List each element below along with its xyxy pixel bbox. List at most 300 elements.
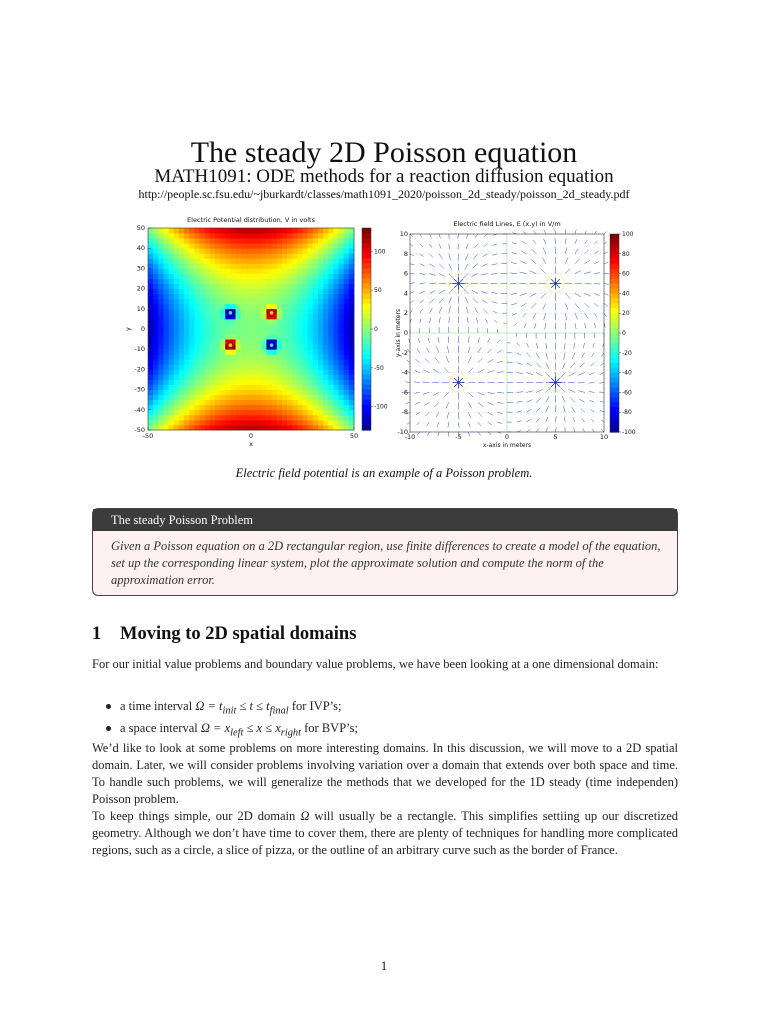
heatmap-cell: [261, 380, 267, 385]
heatmap-cell: [184, 415, 190, 420]
heatmap-cell: [220, 279, 226, 284]
heatmap-cell: [287, 400, 293, 405]
heatmap-cell: [148, 299, 154, 304]
heatmap-cell: [313, 385, 319, 390]
colorbar-segment: [362, 248, 371, 254]
heatmap-cell: [200, 385, 206, 390]
heatmap-cell: [261, 410, 267, 415]
heatmap-cell: [179, 364, 185, 369]
heatmap-cell: [205, 319, 211, 324]
heatmap-cell: [297, 395, 303, 400]
heatmap-cell: [297, 268, 303, 273]
y-tick-label: -30: [134, 385, 145, 394]
heatmap-cell: [282, 410, 288, 415]
heatmap-cell: [266, 294, 272, 299]
heatmap-cell: [251, 289, 257, 294]
heatmap-cell: [308, 309, 314, 314]
heatmap-cell: [251, 395, 257, 400]
heatmap-cell: [272, 324, 278, 329]
colorbar-tick-label: 20: [622, 310, 630, 318]
heatmap-cell: [323, 354, 329, 359]
heatmap-cell: [184, 405, 190, 410]
heatmap-cell: [277, 415, 283, 420]
heatmap-cell: [328, 258, 334, 263]
heatmap-cell: [256, 268, 262, 273]
field-arrow: [555, 229, 556, 234]
heatmap-cell: [205, 425, 211, 430]
heatmap-cell: [169, 400, 175, 405]
page-title: The steady 2D Poisson equation: [190, 136, 578, 169]
heatmap-cell: [282, 405, 288, 410]
heatmap-cell: [169, 279, 175, 284]
heatmap-cell: [230, 304, 236, 309]
heatmap-cell: [292, 324, 298, 329]
heatmap-cell: [251, 359, 257, 364]
heatmap-cell: [210, 339, 216, 344]
heatmap-cell: [184, 289, 190, 294]
heatmap-cell: [282, 253, 288, 258]
heatmap-cell: [313, 395, 319, 400]
heatmap-cell: [303, 253, 309, 258]
heatmap-cell: [225, 263, 231, 268]
heatmap-cell: [292, 425, 298, 430]
heatmap-cell: [272, 273, 278, 278]
colorbar-segment: [362, 273, 371, 279]
heatmap-cell: [179, 420, 185, 425]
heatmap-cell: [169, 319, 175, 324]
heatmap-cell: [344, 354, 350, 359]
heatmap-cell: [230, 369, 236, 374]
heatmap-cell: [323, 344, 329, 349]
heatmap-cell: [328, 314, 334, 319]
heatmap-cell: [328, 374, 334, 379]
heatmap-cell: [230, 329, 236, 334]
heatmap-cell: [333, 374, 339, 379]
heatmap-cell: [210, 405, 216, 410]
heatmap-cell: [153, 284, 159, 289]
heatmap-cell: [261, 349, 267, 354]
heatmap-cell: [323, 248, 329, 253]
heatmap-cell: [153, 299, 159, 304]
heatmap-cell: [236, 420, 242, 425]
bullet-math: ≤ t ≤ t: [236, 699, 270, 713]
heatmap-cell: [256, 263, 262, 268]
heatmap-cell: [323, 349, 329, 354]
heatmap-cell: [313, 425, 319, 430]
heatmap-cell: [179, 233, 185, 238]
heatmap-cell: [169, 364, 175, 369]
heatmap-cell: [282, 263, 288, 268]
heatmap-cell: [313, 374, 319, 379]
heatmap-cell: [158, 380, 164, 385]
heatmap-cell: [215, 228, 221, 233]
heatmap-cell: [344, 243, 350, 248]
heatmap-cell: [261, 304, 267, 309]
heatmap-cell: [205, 289, 211, 294]
heatmap-cell: [225, 400, 231, 405]
field-arrow: [594, 231, 596, 234]
heatmap-cell: [210, 369, 216, 374]
heatmap-cell: [318, 329, 324, 334]
heatmap-cell: [174, 309, 180, 314]
heatmap-cell: [163, 253, 169, 258]
heatmap-cell: [292, 263, 298, 268]
heatmap-cell: [179, 344, 185, 349]
heatmap-cell: [344, 385, 350, 390]
heatmap-cell: [261, 385, 267, 390]
heatmap-cell: [158, 339, 164, 344]
heatmap-cell: [349, 420, 355, 425]
heatmap-cell: [344, 420, 350, 425]
heatmap-cell: [225, 299, 231, 304]
heatmap-cell: [272, 319, 278, 324]
colorbar-segment: [362, 314, 371, 320]
heatmap-cell: [200, 354, 206, 359]
heatmap-cell: [287, 390, 293, 395]
heatmap-cell: [328, 410, 334, 415]
heatmap-cell: [339, 253, 345, 258]
colorbar-segment: [610, 293, 619, 299]
heatmap-cell: [215, 319, 221, 324]
heatmap-cell: [179, 385, 185, 390]
heatmap-cell: [297, 349, 303, 354]
heatmap-cell: [339, 279, 345, 284]
heatmap-cell: [220, 400, 226, 405]
heatmap-cell: [308, 374, 314, 379]
heatmap-cell: [287, 319, 293, 324]
heatmap-cell: [344, 238, 350, 243]
heatmap-cell: [328, 354, 334, 359]
heatmap-cell: [189, 374, 195, 379]
colorbar-segment: [610, 338, 619, 344]
colorbar-segment: [610, 288, 619, 294]
colorbar-segment: [610, 244, 619, 250]
heatmap-cell: [323, 258, 329, 263]
heatmap-cell: [205, 385, 211, 390]
bullet-text: a space interval: [120, 720, 201, 735]
heatmap-cell: [251, 238, 257, 243]
heatmap-cell: [205, 279, 211, 284]
heatmap-cell: [225, 273, 231, 278]
heatmap-cell: [282, 299, 288, 304]
heatmap-cell: [220, 349, 226, 354]
heatmap-cell: [174, 385, 180, 390]
x-tick-label: -10: [404, 433, 416, 441]
heatmap-cell: [174, 369, 180, 374]
heatmap-cell: [282, 339, 288, 344]
heatmap-cell: [333, 364, 339, 369]
heatmap-cell: [179, 243, 185, 248]
heatmap-cell: [313, 364, 319, 369]
heatmap-cell: [349, 344, 355, 349]
heatmap-cell: [174, 248, 180, 253]
heatmap-cell: [292, 319, 298, 324]
heatmap-cell: [323, 263, 329, 268]
heatmap-cell: [344, 258, 350, 263]
heatmap-cell: [303, 299, 309, 304]
heatmap-cell: [339, 289, 345, 294]
heatmap-cell: [297, 319, 303, 324]
heatmap-cell: [158, 304, 164, 309]
heatmap-cell: [184, 319, 190, 324]
heatmap-cell: [349, 253, 355, 258]
heatmap-cell: [169, 253, 175, 258]
heatmap-cell: [174, 273, 180, 278]
heatmap-cell: [153, 304, 159, 309]
heatmap-cell: [200, 359, 206, 364]
heatmap-cell: [246, 395, 252, 400]
heatmap-cell: [220, 410, 226, 415]
heatmap-cell: [323, 273, 329, 278]
charge-core: [229, 311, 233, 315]
colorbar-segment: [610, 333, 619, 339]
heatmap-cell: [261, 400, 267, 405]
x-axis-label: x: [249, 440, 253, 448]
heatmap-cell: [230, 400, 236, 405]
heatmap-cell: [236, 319, 242, 324]
heatmap-cell: [287, 385, 293, 390]
heatmap-cell: [153, 359, 159, 364]
heatmap-cell: [282, 390, 288, 395]
heatmap-cell: [230, 395, 236, 400]
heatmap-cell: [344, 334, 350, 339]
heatmap-cell: [246, 354, 252, 359]
heatmap-cell: [194, 390, 200, 395]
heatmap-cell: [328, 344, 334, 349]
heatmap-cell: [184, 359, 190, 364]
heatmap-cell: [292, 405, 298, 410]
heatmap-cell: [323, 294, 329, 299]
heatmap-cell: [339, 233, 345, 238]
heatmap-cell: [328, 395, 334, 400]
colorbar-segment: [362, 238, 371, 244]
heatmap-cell: [256, 289, 262, 294]
heatmap-cell: [148, 324, 154, 329]
heatmap-cell: [230, 420, 236, 425]
heatmap-cell: [236, 369, 242, 374]
heatmap-cell: [292, 273, 298, 278]
heatmap-cell: [241, 420, 247, 425]
heatmap-cell: [318, 273, 324, 278]
heatmap-cell: [158, 228, 164, 233]
heatmap-cell: [230, 284, 236, 289]
heatmap-cell: [246, 268, 252, 273]
heatmap-cell: [225, 425, 231, 430]
heatmap-cell: [251, 304, 257, 309]
heatmap-cell: [189, 334, 195, 339]
heatmap-cell: [282, 349, 288, 354]
heatmap-cell: [148, 374, 154, 379]
heatmap-cell: [210, 329, 216, 334]
field-arrow: [417, 432, 419, 435]
colorbar-segment: [362, 329, 371, 335]
heatmap-cell: [200, 284, 206, 289]
heatmap-cell: [256, 309, 262, 314]
heatmap-cell: [323, 395, 329, 400]
heatmap-cell: [184, 294, 190, 299]
heatmap-cell: [241, 349, 247, 354]
heatmap-cell: [333, 263, 339, 268]
heatmap-cell: [169, 425, 175, 430]
colorbar-segment: [362, 415, 371, 421]
heatmap-cell: [225, 415, 231, 420]
heatmap-cell: [169, 329, 175, 334]
y-tick-label: 0: [403, 329, 408, 337]
heatmap-cell: [210, 268, 216, 273]
heatmap-cell: [344, 390, 350, 395]
heatmap-cell: [308, 273, 314, 278]
heatmap-cell: [328, 425, 334, 430]
heatmap-cell: [184, 258, 190, 263]
heatmap-cell: [189, 243, 195, 248]
bullet-subscript: final: [269, 705, 289, 717]
heatmap-cell: [333, 405, 339, 410]
heatmap-cell: [236, 253, 242, 258]
heatmap-cell: [158, 354, 164, 359]
heatmap-cell: [251, 425, 257, 430]
heatmap-cell: [308, 395, 314, 400]
heatmap-cell: [215, 258, 221, 263]
colorbar-segment: [610, 417, 619, 423]
heatmap-cell: [174, 344, 180, 349]
heatmap-cell: [169, 349, 175, 354]
heatmap-cell: [246, 289, 252, 294]
colorbar-segment: [610, 308, 619, 314]
heatmap-cell: [272, 385, 278, 390]
heatmap-cell: [179, 324, 185, 329]
heatmap-cell: [220, 299, 226, 304]
heatmap-cell: [323, 400, 329, 405]
heatmap-cell: [272, 410, 278, 415]
heatmap-cell: [163, 364, 169, 369]
heatmap-cell: [282, 415, 288, 420]
heatmap-cell: [308, 354, 314, 359]
heatmap-cell: [220, 309, 226, 314]
paragraph-domains: We’d like to look at some problems on more interesting domains. In this discussion, we will move to a 2D spatial domain. Later, we will consider problems involving variation over a domain that extends over both space and time. To handle such problems, we will generalize the methods that we developed for the 1D steady (time independen) Poisson problem.: [92, 741, 678, 806]
heatmap-cell: [200, 258, 206, 263]
charge-core: [270, 343, 274, 347]
heatmap-cell: [225, 390, 231, 395]
heatmap-cell: [318, 284, 324, 289]
heatmap-cell: [225, 364, 231, 369]
heatmap-cell: [323, 405, 329, 410]
heatmap-cell: [246, 248, 252, 253]
heatmap-cell: [194, 299, 200, 304]
heatmap-cell: [292, 314, 298, 319]
heatmap-cell: [215, 233, 221, 238]
heatmap-cell: [200, 299, 206, 304]
heatmap-cell: [308, 420, 314, 425]
heatmap-cell: [210, 344, 216, 349]
heatmap-cell: [349, 248, 355, 253]
y-axis-label: y: [124, 327, 132, 331]
heatmap-cell: [189, 390, 195, 395]
heatmap-cell: [297, 248, 303, 253]
colorbar-segment: [610, 378, 619, 384]
heatmap-cell: [236, 390, 242, 395]
heatmap-cell: [194, 329, 200, 334]
heatmap-cell: [225, 289, 231, 294]
heatmap-cell: [318, 243, 324, 248]
heatmap-cell: [220, 284, 226, 289]
heatmap-cell: [189, 299, 195, 304]
page-number: 1: [380, 959, 388, 973]
heatmap-cell: [297, 359, 303, 364]
heatmap-cell: [344, 309, 350, 314]
heatmap-cell: [205, 263, 211, 268]
heatmap-cell: [225, 324, 231, 329]
heatmap-cell: [344, 314, 350, 319]
heatmap-cell: [148, 364, 154, 369]
heatmap-cell: [163, 329, 169, 334]
heatmap-cell: [169, 374, 175, 379]
heatmap-cell: [318, 420, 324, 425]
heatmap-cell: [282, 364, 288, 369]
heatmap-cell: [184, 299, 190, 304]
heatmap-cell: [303, 420, 309, 425]
heatmap-cell: [158, 410, 164, 415]
heatmap-cell: [333, 324, 339, 329]
heatmap-cell: [313, 238, 319, 243]
heatmap-cell: [210, 425, 216, 430]
heatmap-cell: [184, 400, 190, 405]
heatmap-cell: [215, 339, 221, 344]
heatmap-cell: [169, 395, 175, 400]
heatmap-cell: [339, 299, 345, 304]
heatmap-cell: [163, 359, 169, 364]
heatmap-cell: [179, 319, 185, 324]
heatmap-cell: [266, 415, 272, 420]
source-url[interactable]: http://people.sc.fsu.edu/~jburkardt/classes/math1091_2020/poisson_2d_steady/poisson_2d_steady.pdf: [138, 187, 630, 201]
heatmap-cell: [205, 309, 211, 314]
heatmap-cell: [323, 420, 329, 425]
heatmap-cell: [200, 233, 206, 238]
heatmap-cell: [158, 359, 164, 364]
heatmap-cell: [194, 304, 200, 309]
heatmap-cell: [210, 258, 216, 263]
heatmap-cell: [148, 273, 154, 278]
domain-list: [104, 698, 358, 741]
heatmap-cell: [297, 374, 303, 379]
heatmap-cell: [318, 258, 324, 263]
heatmap-cell: [323, 390, 329, 395]
heatmap-cell: [153, 268, 159, 273]
heatmap-cell: [174, 400, 180, 405]
heatmap-cell: [287, 289, 293, 294]
heatmap-cell: [194, 400, 200, 405]
heatmap-cell: [251, 263, 257, 268]
heatmap-cell: [282, 314, 288, 319]
heatmap-cell: [241, 359, 247, 364]
heatmap-cell: [333, 299, 339, 304]
heatmap-cell: [163, 369, 169, 374]
heatmap-cell: [189, 364, 195, 369]
heatmap-cell: [251, 299, 257, 304]
heatmap-cell: [333, 334, 339, 339]
heatmap-cell: [266, 233, 272, 238]
heatmap-cell: [148, 284, 154, 289]
heatmap-cell: [236, 299, 242, 304]
heatmap-cell: [251, 243, 257, 248]
heatmap-cell: [153, 334, 159, 339]
heatmap-cell: [292, 415, 298, 420]
heatmap-cell: [261, 299, 267, 304]
heatmap-cell: [303, 385, 309, 390]
heatmap-cell: [210, 273, 216, 278]
heatmap-cell: [148, 319, 154, 324]
heatmap-cell: [174, 410, 180, 415]
heatmap-cell: [210, 289, 216, 294]
